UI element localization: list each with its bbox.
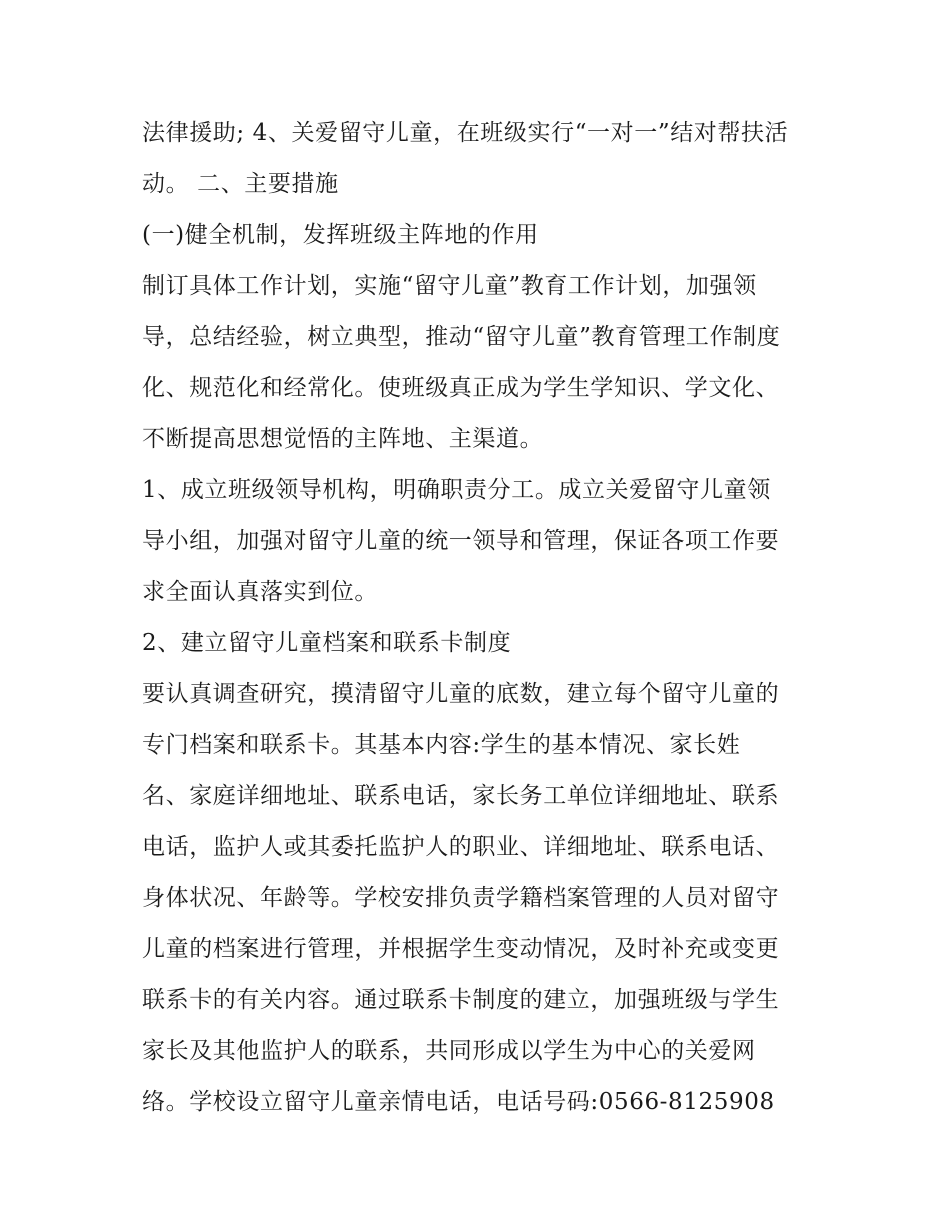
text-line: 1、成立班级领导机构，明确职责分工。成立关爱留守儿童领: [142, 477, 771, 503]
section-heading: (一)健全机制，发挥班级主阵地的作用: [142, 222, 539, 248]
document-body: [142, 108, 822, 1128]
text-line: 儿童的档案进行管理，并根据学生变动情况，及时补充或变更: [142, 936, 780, 962]
text-line: 家长及其他监护人的联系，共同形成以学生为中心的关爱网: [142, 1038, 756, 1064]
text-line: 专门档案和联系卡。其基本内容:学生的基本情况、家长姓: [142, 732, 741, 758]
text-line: 化、规范化和经常化。使班级真正成为学生学知识、学文化、: [142, 375, 780, 401]
text-line: 电话，监护人或其委托监护人的职业、详细地址、联系电话、: [142, 834, 780, 860]
text-line: 求全面认真落实到位。: [142, 579, 378, 605]
text-line: 导小组，加强对留守儿童的统一领导和管理，保证各项工作要: [142, 528, 780, 554]
text-line: 名、家庭详细地址、联系电话，家长务工单位详细地址、联系: [142, 783, 780, 809]
text-line: 不断提高思想觉悟的主阵地、主渠道。: [142, 426, 544, 452]
text-line: 络。学校设立留守儿童亲情电话，电话号码:0566-8125908: [142, 1089, 775, 1115]
text-line: 法律援助; 4、关爱留守儿童，在班级实行“一对一”结对帮扶活: [142, 120, 789, 146]
text-line: 身体状况、年龄等。学校安排负责学籍档案管理的人员对留守: [142, 885, 780, 911]
text-line: 动。 二、主要措施: [142, 171, 339, 197]
text-line: 联系卡的有关内容。通过联系卡制度的建立，加强班级与学生: [142, 987, 780, 1013]
text-line: 导，总结经验，树立典型，推动“留守儿童”教育管理工作制度: [142, 324, 781, 350]
subsection-heading: 2、建立留守儿童档案和联系卡制度: [142, 630, 512, 656]
text-line: 要认真调查研究，摸清留守儿童的底数，建立每个留守儿童的: [142, 681, 780, 707]
text-line: 制订具体工作计划，实施“留守儿童”教育工作计划，加强领: [142, 273, 757, 299]
